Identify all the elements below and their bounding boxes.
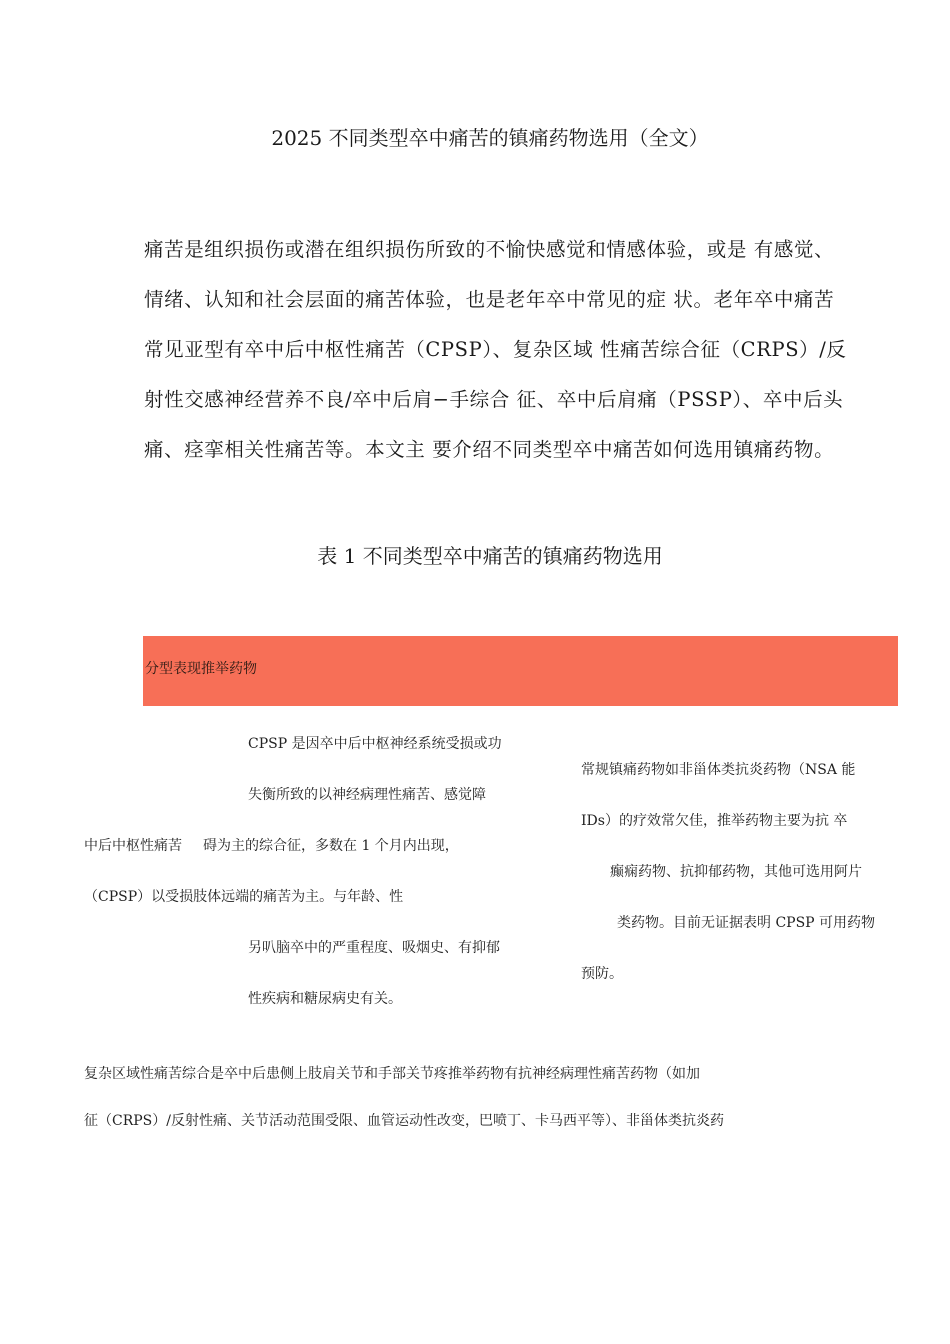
type-line: 中后中枢性痛苦 <box>84 838 182 854</box>
manifestation-line: 失衡所致的以神经病理性痛苦、感觉障 <box>248 787 486 803</box>
drug-line: IDs）的疗效常欠佳，推举药物主要为抗 卒 <box>581 813 848 829</box>
row-line: 复杂区域性痛苦综合是卒中后患侧上肢肩关节和手部关节疼推举药物有抗神经病理性痛苦药物（如加 <box>84 1066 700 1082</box>
manifestation-line: CPSP 是因卒中后中枢神经系统受损或功 <box>248 736 502 752</box>
table-header-label: 分型表现推举药物 <box>145 661 257 677</box>
intro-line: 情绪、认知和社会层面的痛苦体验，也是老年卒中常见的症 状。老年卒中痛苦 <box>144 288 835 311</box>
manifestation-line: 碍为主的综合征，多数在 1 个月内出现， <box>203 838 459 854</box>
drug-line: 癫痫药物、抗抑郁药物，其他可选用阿片 <box>610 864 862 880</box>
intro-line: 痛、痉挛相关性痛苦等。本文主 要介绍不同类型卒中痛苦如何选用镇痛药物。 <box>144 438 835 461</box>
manifestation-line: 性疾病和糖尿病史有关。 <box>248 991 402 1007</box>
document-title: 2025 不同类型卒中痛苦的镇痛药物选用（全文） <box>271 126 709 150</box>
type-line: （CPSP）以受损肢体远端的痛苦为主。与年龄、性 <box>84 889 404 905</box>
drug-line: 预防。 <box>581 966 623 982</box>
intro-line: 痛苦是组织损伤或潜在组织损伤所致的不愉快感觉和情感体验，或是 有感觉、 <box>144 238 835 261</box>
intro-line: 射性交感神经营养不良/卒中后肩−手综合 征、卒中后肩痛（PSSP）、卒中后头 <box>144 388 844 411</box>
drug-line: 常规镇痛药物如非甾体类抗炎药物（NSA 能 <box>581 762 856 778</box>
table-caption: 表 1 不同类型卒中痛苦的镇痛药物选用 <box>317 544 663 568</box>
drug-line: 类药物。目前无证据表明 CPSP 可用药物 <box>617 915 876 931</box>
table-header <box>143 636 898 706</box>
row-line: 征（CRPS）/反射性痛、关节活动范围受限、血管运动性改变，巴喷丁、卡马西平等）、非甾体类抗炎药 <box>84 1113 724 1129</box>
manifestation-line: 另叭脑卒中的严重程度、吸烟史、有抑郁 <box>248 940 500 956</box>
intro-line: 常见亚型有卒中后中枢性痛苦（CPSP）、复杂区域 性痛苦综合征（CRPS）/反 <box>144 338 847 361</box>
